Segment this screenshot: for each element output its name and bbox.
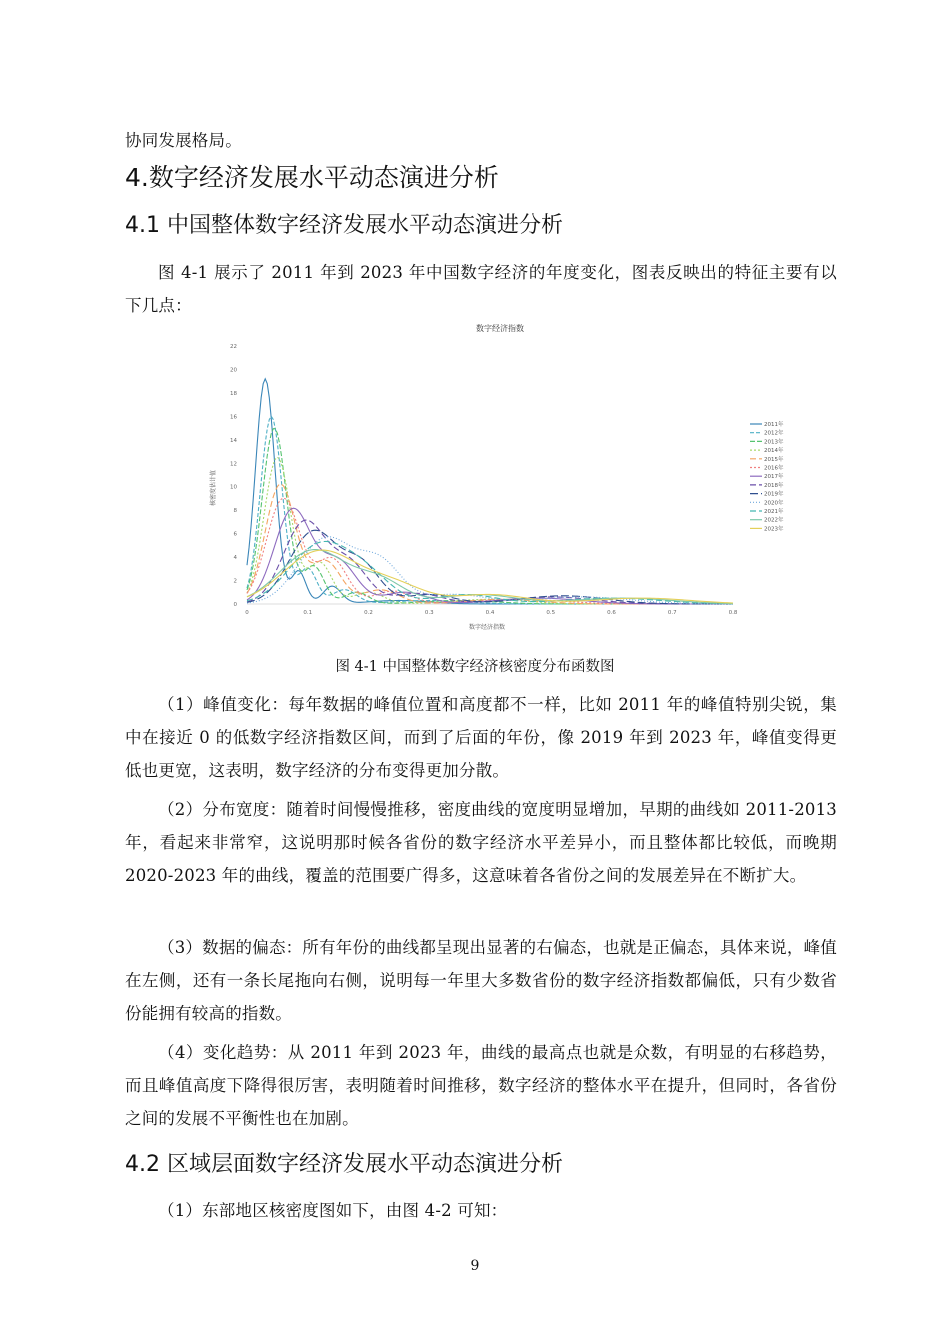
point-1: （1）峰值变化：每年数据的峰值位置和高度都不一样，比如 2011 年的峰值特别尖锐，集中在接近 0 的低数字经济指数区间，而到了后面的年份，像 2019 年到 2023 年，峰值变得更低也更宽，这表明，数字经济的分布变得更加分散。 [125,695,837,780]
section-4-2-title: 4.2 区域层面数字经济发展水平动态演进分析 [125,1152,563,1177]
series-line-3 [247,429,733,604]
legend-label: 2023年 [764,526,784,533]
y-tick-label: 20 [230,367,237,374]
series-line-10 [247,537,733,604]
series-line-2 [247,416,733,604]
y-tick-label: 22 [230,344,237,350]
y-tick-label: 8 [233,508,237,515]
y-tick-label: 16 [230,414,237,421]
y-tick-label: 12 [230,461,237,468]
y-tick-label: 2 [233,578,237,585]
series-line-8 [247,520,733,604]
point-4: （4）变化趋势：从 2011 年到 2023 年，曲线的最高点也就是众数，有明显的右移趋势，而且峰值高度下降得很厉害，表明随着时间推移，数字经济的整体水平在提升，但同时，各省份之间的发展不平衡性也在加剧。 [125,1043,837,1128]
legend-label: 2018年 [764,482,784,489]
kde-chart [195,318,795,638]
x-tick-label: 0.2 [364,610,373,616]
y-tick-label: 0 [233,602,237,608]
legend-label: 2012年 [764,430,784,437]
section-4-1-lead: 图 4-1 展示了 2011 年到 2023 年中国数字经济的年度变化，图表反映出的特征主要有以下几点： [125,263,837,315]
section-4-title: 4.数字经济发展水平动态演进分析 [125,163,499,192]
x-tick-label: 0.1 [303,610,313,616]
x-tick-label: 0.8 [728,610,738,616]
chart-x-axis-label: 数字经济指数 [468,624,506,631]
legend-label: 2015年 [764,456,784,463]
series-line-1 [247,379,733,604]
legend-label: 2016年 [764,465,784,472]
legend-label: 2019年 [764,491,784,498]
legend-label: 2022年 [764,517,784,524]
section-4-1-title: 4.1 中国整体数字经济发展水平动态演进分析 [125,213,563,238]
x-tick-label: 0.6 [607,610,616,616]
y-tick-label: 4 [233,555,237,562]
series-line-7 [247,508,733,604]
series-line-9 [247,530,733,604]
x-tick-label: 0.7 [667,610,677,616]
chart-title: 数字经济指数 [476,324,524,333]
point-3: （3）数据的偏态：所有年份的曲线都呈现出显著的右偏态，也就是正偏态，具体来说，峰值在左侧，还有一条长尾拖向右侧，说明每一年里大多数省份的数字经济指数都偏低，只有少数省份能拥有较高的指数。 [125,938,837,1023]
point-2: （2）分布宽度：随着时间慢慢推移，密度曲线的宽度明显增加，早期的曲线如 2011-2013 年，看起来非常窄，这说明那时候各省份的数字经济水平差异小，而且整体都比较低，而晚期 2020-2023 年的曲线，覆盖的范围要广得多，这意味着各省份之间的发展差异在不断扩大。 [125,800,837,885]
x-tick-label: 0.3 [424,610,434,616]
intro-tail: 协同发展格局。 [125,131,242,150]
chart-y-axis-label: 核密度估计值 [210,469,217,507]
legend-label: 2013年 [764,439,784,446]
legend-label: 2020年 [764,500,784,507]
x-tick-label: 0.5 [546,610,556,616]
legend-label: 2021年 [764,509,784,515]
y-tick-label: 6 [233,531,237,538]
y-tick-label: 14 [230,437,237,444]
legend-label: 2014年 [764,448,784,455]
y-tick-label: 18 [230,390,237,397]
x-tick-label: 0 [245,610,249,616]
page-number: 9 [470,1258,480,1274]
section-4-2-lead: （1）东部地区核密度图如下，由图 4-2 可知： [158,1201,508,1220]
legend-label: 2017年 [764,474,784,481]
y-tick-label: 10 [230,484,237,491]
legend-label: 2011年 [764,422,784,428]
x-tick-label: 0.4 [485,610,495,616]
series-line-5 [247,484,733,604]
figure-caption: 图 4-1 中国整体数字经济核密度分布函数图 [335,659,615,675]
